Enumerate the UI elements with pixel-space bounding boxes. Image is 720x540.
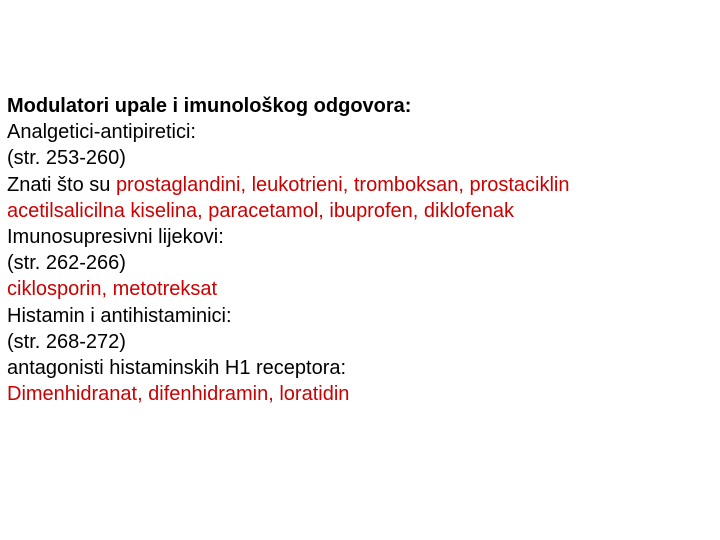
analgetici-terms: prostaglandini, leukotrieni, tromboksan, prostaciklin [115, 173, 570, 196]
histamin-title: Histamin i antihistaminici: [7, 304, 232, 327]
histamin-subtitle: antagonisti histaminskih H1 receptora: [7, 357, 347, 380]
analgetici-intro-line [7, 172, 713, 198]
analgetici-drugs: acetilsalicilna kiselina, paracetamol, ibuprofen, diklofenak [7, 199, 514, 222]
analgetici-pages: (str. 253-260) [7, 147, 126, 170]
histamin-drugs: Dimenhidranat, difenhidramin, loratidin [7, 383, 350, 406]
histamin-pages: (str. 268-272) [7, 330, 126, 353]
imunosupresivi-pages: (str. 262-266) [7, 252, 126, 275]
slide-text [7, 93, 713, 407]
imunosupresivi-title: Imunosupresivni lijekovi: [7, 226, 224, 249]
analgetici-intro: Znati što su [7, 173, 116, 196]
imunosupresivi-drugs: ciklosporin, metotreksat [7, 278, 218, 301]
analgetici-title: Analgetici-antipiretici: [7, 121, 196, 144]
heading: Modulatori upale i imunološkog odgovora: [7, 95, 412, 117]
